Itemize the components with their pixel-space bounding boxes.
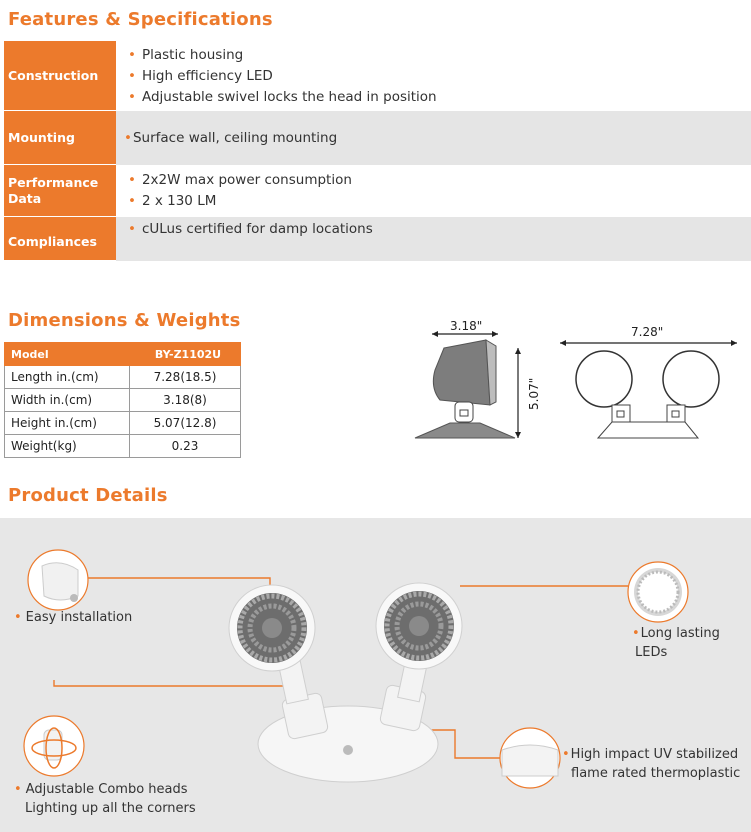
table-cell: Length in.(cm) bbox=[5, 366, 130, 389]
product-details-heading: Product Details bbox=[8, 485, 168, 506]
list-item: • 2 x 130 LM bbox=[128, 193, 217, 209]
table-cell: Width in.(cm) bbox=[5, 389, 130, 412]
table-header-cell: Model bbox=[5, 343, 130, 366]
lamp-head-right bbox=[376, 583, 462, 669]
table-cell: 5.07(12.8) bbox=[130, 412, 241, 435]
list-item: • Adjustable swivel locks the head in position bbox=[128, 88, 437, 105]
table-row bbox=[5, 435, 241, 458]
list-item: • High efficiency LED bbox=[128, 67, 273, 84]
table-header-cell: BY-Z1102U bbox=[130, 343, 241, 366]
width-dimension-label: 3.18" bbox=[450, 319, 483, 333]
table-row bbox=[5, 389, 241, 412]
bubble-easy-installation bbox=[28, 550, 88, 610]
bubble-leds bbox=[628, 562, 688, 622]
dimensions-table bbox=[4, 342, 241, 458]
features-heading: Features & Specifications bbox=[8, 9, 273, 30]
front-view-drawing bbox=[560, 325, 737, 438]
bubble-combo-heads bbox=[24, 716, 84, 776]
list-item: • Plastic housing bbox=[128, 46, 244, 63]
bubble-thermoplastic bbox=[500, 728, 560, 788]
spec-value-performance bbox=[116, 165, 751, 217]
callout-easy-installation: • Easy installation bbox=[14, 610, 133, 625]
lamp-head-left bbox=[229, 585, 315, 671]
height-dimension-label: 5.07" bbox=[527, 377, 541, 410]
list-item: • 2x2W max power consumption bbox=[128, 172, 352, 188]
specifications-table bbox=[4, 41, 751, 261]
product-details-panel bbox=[0, 518, 751, 832]
side-view-drawing bbox=[415, 319, 541, 438]
table-row bbox=[5, 412, 241, 435]
callout-adjustable-heads: • Adjustable Combo heads Lighting up all the corners bbox=[14, 782, 196, 816]
table-row bbox=[5, 366, 241, 389]
spec-value-construction bbox=[116, 41, 751, 111]
table-cell: 3.18(8) bbox=[130, 389, 241, 412]
spec-value-mounting bbox=[116, 111, 751, 165]
callout-thermoplastic: •High impact UV stabilized flame rated thermoplastic bbox=[562, 747, 741, 781]
dimensions-heading: Dimensions & Weights bbox=[8, 310, 241, 331]
list-item: • cULus certified for damp locations bbox=[128, 221, 373, 237]
spec-label-performance: Performance Data bbox=[4, 165, 116, 217]
spec-value-compliances bbox=[116, 217, 751, 261]
spec-label-construction: Construction bbox=[4, 41, 116, 111]
spec-row-mounting bbox=[4, 111, 751, 165]
length-dimension-label: 7.28" bbox=[631, 325, 664, 339]
table-cell: Weight(kg) bbox=[5, 435, 130, 458]
spec-row-construction bbox=[4, 41, 751, 111]
callout-long-lasting-leds: •Long lasting LEDs bbox=[632, 626, 720, 660]
list-item: •Surface wall, ceiling mounting bbox=[124, 129, 338, 146]
spec-label-mounting: Mounting bbox=[4, 111, 116, 165]
dimension-drawing bbox=[400, 310, 750, 470]
table-cell: 0.23 bbox=[130, 435, 241, 458]
table-cell: 7.28(18.5) bbox=[130, 366, 241, 389]
spec-row-performance bbox=[4, 165, 751, 217]
table-cell: Height in.(cm) bbox=[5, 412, 130, 435]
spec-row-compliances bbox=[4, 217, 751, 261]
spec-label-compliances: Compliances bbox=[4, 217, 116, 261]
table-header-row bbox=[5, 343, 241, 366]
